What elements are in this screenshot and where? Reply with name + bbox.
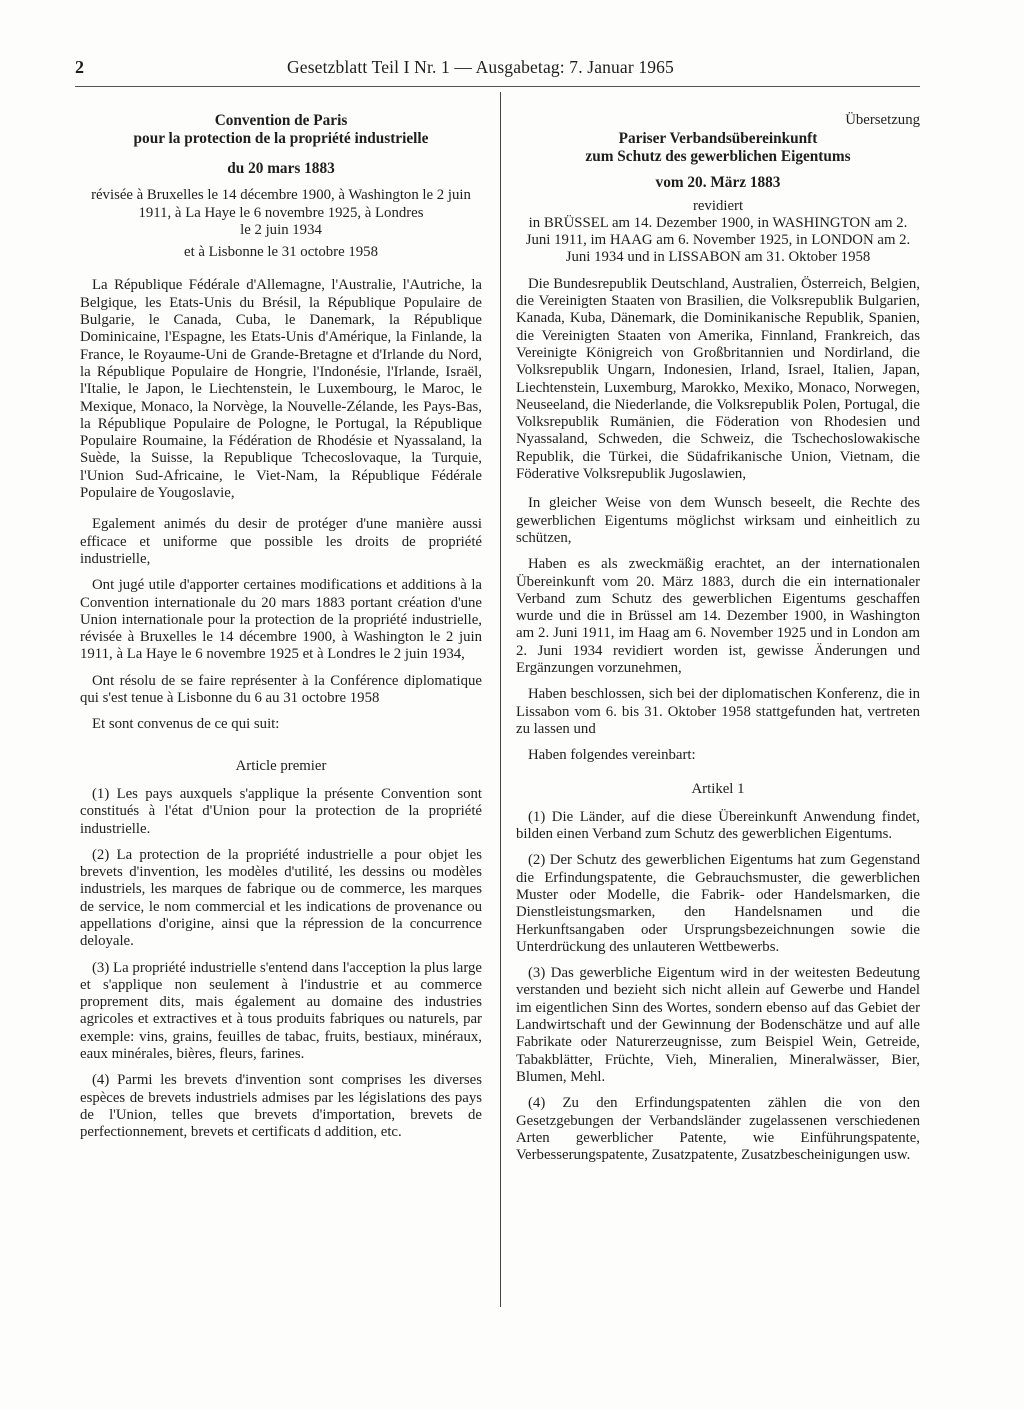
fr-revisions-london: le 2 juin 1934 <box>240 221 322 238</box>
fr-article-para-4: (4) Parmi les brevets d'invention sont comprises les diverses espèces de brevets industriels admises par les législations des pays de l'Union, telles que brevets d'importation, brevets de perfectionnement, brevets et certificats d addition, etc. <box>80 1072 482 1141</box>
de-recital-2: Haben es als zweckmäßig erachtet, an der internationalen Übereinkunft vom 20. März 1883, durch die ein internationaler Verband zum Schutz des gewerblichen Eigentums geschaffen wurde und die in Brüssel am 14. Dezember 1900, in Washington am 2. Juni 1911, im Haag am 6. November 1925 und in London am 2. Juni 1934 revidiert worden ist, gewisse Änderungen und Ergänzungen vorzunehmen, <box>516 556 920 677</box>
page-number: 2 <box>75 57 84 77</box>
running-head: Gesetzblatt Teil I Nr. 1 — Ausgabetag: 7. Januar 1965 <box>287 57 674 77</box>
fr-article-heading: Article premier <box>235 757 327 774</box>
de-parties-paragraph: Die Bundesrepublik Deutschland, Australien, Österreich, Belgien, die Vereinigten Staaten von Brasilien, die Volksrepublik Bulgarien, Kanada, Kuba, Dänemark, die Dominikanische Republik, Spanien, die Vereinigten Staaten von Amerika, Finnland, Frankreich, das Vereinigte Königreich von Großbritannien und Nordirland, die Volksrepublik Ungarn, Indonesien, Irland, Israel, Italien, Japan, Liechtenstein, Luxemburg, Marokko, Mexiko, Monaco, Norwegen, Neuseeland, die Niederlande, die Volksrepublik Polen, Portugal, die Volksrepublik Rumänien, die Föderation von Rhodesien und Nyassaland, Schweden, die Schweiz, die Tschechoslowakische Republik, die Türkei, die Südafrikanische Union, Vietnam, die Föderative Volksrepublik Jugoslawien, <box>516 275 920 483</box>
de-revidiert: revidiert <box>692 197 744 214</box>
header-rule <box>75 86 920 87</box>
de-article-para-3: (3) Das gewerbliche Eigentum wird in der weitesten Bedeutung verstanden und bezieht sich nicht allein auf Gewerbe und Handel im eigentlichen Sinn des Wortes, sondern ebenso auf das Gebiet der Landwirtschaft und der Gewinnung der Bodenschätze und auf alle Fabrikate oder Naturerzeugnisse, zum Beispiel Wein, Getreide, Tabakblätter, Früchte, Vieh, Mineralien, Mineralwässer, Bier, Blumen, Mehl. <box>516 965 920 1085</box>
de-recital-3: Haben beschlossen, sich bei der diplomatischen Konferenz, die in Lissabon vom 6. bis 31. Oktober 1958 stattgefunden hat, vertreten zu lassen und <box>516 686 920 737</box>
fr-revisions-lisbon: et à Lisbonne le 31 octobre 1958 <box>184 244 378 261</box>
fr-revisions: révisée à Bruxelles le 14 décembre 1900, à Washington le 2 juin 1911, à La Haye le 6 novembre 1925, à Londres <box>91 187 471 221</box>
fr-article-para-2: (2) La protection de la propriété industrielle a pour objet les brevets d'invention, les modèles d'utilité, les dessins ou modèles industriels, les marques de fabrique ou de commerce, les marques de service, le nom commercial et les indications de provenance ou appellations d'origine, ainsi que la répression de la concurrence deloyale. <box>80 846 482 950</box>
fr-date: du 20 mars 1883 <box>227 160 335 177</box>
de-recital-1: In gleicher Weise von dem Wunsch beseelt, die Rechte des gewerblichen Eigentums möglichst wirksam und einheitlich zu schützen, <box>516 495 920 546</box>
fr-recital-3: Ont résolu de se faire représenter à la Conférence diplomatique qui s'est tenue à Lisbonne du 6 au 31 octobre 1958 <box>80 672 482 707</box>
column-divider <box>500 92 501 1307</box>
de-article-para-1: (1) Die Länder, auf die diese Übereinkunft Anwendung findet, bilden einen Verband zum Schutz des gewerblichen Eigentums. <box>516 808 920 843</box>
fr-recital-1: Egalement animés du desir de protéger d'une manière aussi efficace et uniforme que possible les droits de propriété industrielle, <box>80 516 482 567</box>
de-article-heading: Artikel 1 <box>691 780 745 797</box>
translation-label: Übersetzung <box>845 112 920 128</box>
de-date: vom 20. März 1883 <box>655 174 781 192</box>
de-revisions: in BRÜSSEL am 14. Dezember 1900, in WASHINGTON am 2. Juni 1911, im HAAG am 6. November 1925, in LONDON am 2. Juni 1934 und in LISSABON am 31. Oktober 1958 <box>525 214 911 266</box>
fr-recital-2: Ont jugé utile d'apporter certaines modifications et additions à la Convention internationale du 20 mars 1883 portant création d'une Union internationale pour la protection de la propriété industrielle, révisée à Bruxelles le 14 décembre 1900, à Washington le 2 juin 1911, à La Haye le 6 novembre 1925 et à Londres le 2 juin 1934, <box>80 577 482 663</box>
de-title-line-1: Pariser Verbandsübereinkunft <box>618 130 818 148</box>
de-title-line-2: zum Schutz des gewerblichen Eigentums <box>585 148 851 166</box>
german-column <box>516 112 920 1173</box>
fr-article-para-1: (1) Les pays auxquels s'applique la présente Convention sont constitués à l'état d'Union pour la protection de la propriété industrielle. <box>80 785 482 837</box>
fr-recital-4: Et sont convenus de ce qui suit: <box>92 716 280 733</box>
fr-title-line-1: Convention de Paris <box>214 112 348 129</box>
de-article-para-4: (4) Zu den Erfindungspatenten zählen die von den Gesetzgebungen der Verbandsländer zugelassenen verschiedenen Arten gewerblicher Patente, wie Einführungspatente, Verbesserungspatente, Zusatzpatente, Zusatzbescheinigungen usw. <box>516 1095 920 1164</box>
fr-article-para-3: (3) La propriété industrielle s'entend dans l'acception la plus large et s'applique non seulement à l'industrie et au commerce proprement dits, mais également au domaine des industries agricoles et extractives et à tous produits fabriques ou naturels, par exemple: vins, grains, feuilles de tabac, fruits, bestiaux, minéraux, eaux minérales, bières, fleurs, farines. <box>80 959 482 1063</box>
de-recital-4: Haben folgendes vereinbart: <box>528 747 696 764</box>
page-header <box>75 57 945 83</box>
fr-title-line-2: pour la protection de la propriété industrielle <box>133 130 429 147</box>
fr-parties-paragraph: La République Fédérale d'Allemagne, l'Australie, l'Autriche, la Belgique, les Etats-Unis du Brésil, la République Populaire de Bulgarie, le Canada, Cuba, le Danemark, la République Dominicaine, l'Espagne, les Etats-Unis d'Amérique, la Finlande, la France, le Royaume-Uni de Grande-Bretagne et d'Irlande du Nord, la République Populaire de Hongrie, l'Indonésie, l'Irlande, Israël, l'Italie, le Japon, le Liechtenstein, le Luxembourg, le Maroc, le Mexique, Monaco, la Norvège, la Nouvelle-Zélande, les Pays-Bas, la République Populaire de Pologne, le Portugal, la République Populaire Roumaine, la Fédération de Rhodésie et Nyassaland, la Suède, la Suisse, la Republique Tchecoslovaque, la Turquie, l'Union Sud-Africaine, le Viet-Nam, la République Fédérale Populaire de Yougoslavie, <box>80 277 482 502</box>
de-article-para-2: (2) Der Schutz des gewerblichen Eigentums hat zum Gegenstand die Erfindungspatente, die Gebrauchsmuster, die gewerblichen Muster oder Modelle, die Fabrik- oder Handelsmarken, die Dienstleistungsmarken, den Handelsnamen und die Herkunftsangaben oder Ursprungsbezeichnungen sowie die Unterdrückung des unlauteren Wettbewerbs. <box>516 852 920 955</box>
french-column <box>80 112 482 1151</box>
